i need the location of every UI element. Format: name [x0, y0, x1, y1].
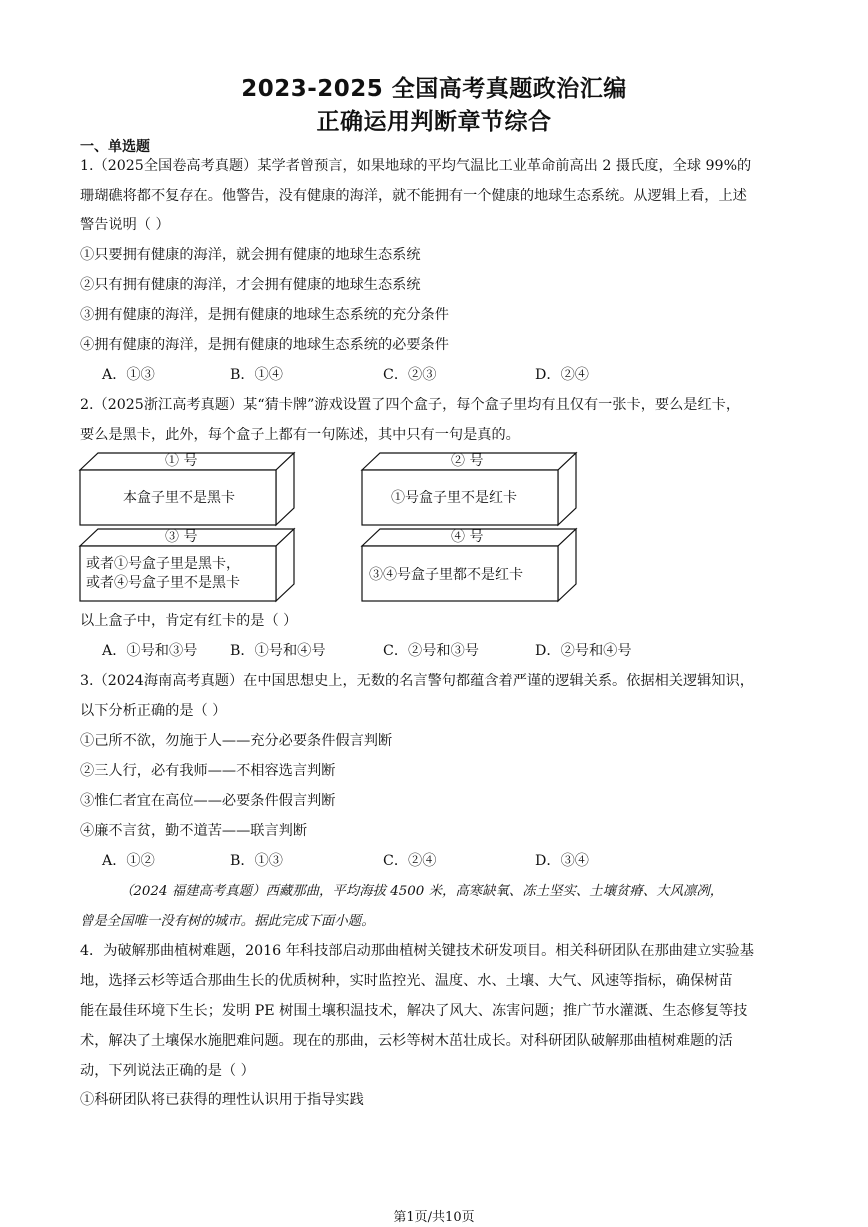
box-1-statement: 本盒子里不是黑卡 — [123, 490, 235, 506]
box-2-statement: ①号盒子里不是红卡 — [391, 490, 517, 506]
box-3-number: ③ 号 — [165, 529, 198, 545]
page-title: 2023-2025 全国高考真题政治汇编 — [241, 76, 627, 102]
q2-question: 以上盒子中，肯定有红卡的是（ ） — [80, 613, 298, 629]
q1-option-d: D．②④ — [535, 367, 589, 383]
q3-item: ③惟仁者宜在高位——必要条件假言判断 — [80, 793, 336, 809]
q4-stem-line: 术，解决了土壤保水施肥难问题。现在的那曲，云杉等树木茁壮成长。对科研团队破解那曲植树难题的活 — [80, 1033, 733, 1049]
q3-option-b: B．①③ — [230, 853, 283, 869]
q2-option-d: D．②号和④号 — [535, 643, 632, 659]
q1-option-a: A．①③ — [102, 367, 155, 383]
q3-item: ④廉不言贫，勤不道苦——联言判断 — [80, 823, 308, 839]
q1-stem-line: 珊瑚礁将都不复存在。他警告，没有健康的海洋，就不能拥有一个健康的地球生态系统。从逻辑上看，上述 — [80, 188, 747, 204]
q3-item: ①己所不欲，勿施于人——充分必要条件假言判断 — [80, 733, 393, 749]
q1-stem-line: 1.（2025全国卷高考真题）某学者曾预言，如果地球的平均气温比工业革命前高出 2 摄氏度，全球 99%的 — [80, 158, 752, 174]
q1-option-b: B．①④ — [230, 367, 283, 383]
card-box-1 — [80, 452, 295, 527]
card-box-3 — [80, 528, 295, 603]
q1-item: ③拥有健康的海洋，是拥有健康的地球生态系统的充分条件 — [80, 307, 449, 323]
box-4-statement: ③④号盒子里都不是红卡 — [369, 567, 523, 583]
q2-option-a: A．①号和③号 — [102, 643, 198, 659]
q3-option-d: D．③④ — [535, 853, 589, 869]
box-2-number: ② 号 — [451, 453, 484, 469]
q2-option-b: B．①号和④号 — [230, 643, 326, 659]
q4-stem-line: 动，下列说法正确的是（ ） — [80, 1063, 255, 1079]
section-heading: 一、单选题 — [80, 139, 150, 155]
box-3-statement-line: 或者④号盒子里不是黑卡 — [86, 575, 240, 591]
material-line: 曾是全国唯一没有树的城市。据此完成下面小题。 — [80, 914, 375, 929]
q1-item: ①只要拥有健康的海洋，就会拥有健康的地球生态系统 — [80, 247, 421, 263]
q1-item: ②只有拥有健康的海洋，才会拥有健康的地球生态系统 — [80, 277, 421, 293]
q3-option-a: A．①② — [102, 853, 155, 869]
page-number: 第1页/共10页 — [393, 1210, 475, 1225]
box-3-statement-line: 或者①号盒子里是黑卡， — [86, 556, 240, 572]
q4-stem-line: 4．为破解那曲植树难题，2016 年科技部启动那曲植树关键技术研发项目。相关科研团队在那曲建立实验基 — [80, 943, 754, 959]
q3-stem-line: 3.（2024海南高考真题）在中国思想史上，无数的名言警句都蕴含着严谨的逻辑关系。依据相关逻辑知识， — [80, 673, 754, 689]
box-4-number: ④ 号 — [451, 529, 484, 545]
q3-item: ②三人行，必有我师——不相容选言判断 — [80, 763, 336, 779]
q1-option-c: C．②③ — [383, 367, 437, 383]
material-line: （2024 福建高考真题）西藏那曲，平均海拔 4500 米，高寒缺氧、冻土坚实、土壤贫瘠、大风凛冽， — [120, 884, 724, 899]
card-box-2 — [362, 452, 577, 527]
q1-stem-line: 警告说明（ ） — [80, 217, 170, 233]
q3-option-c: C．②④ — [383, 853, 437, 869]
q4-stem-line: 能在最佳环境下生长；发明 PE 树围土壤积温技术，解决了风大、冻害问题；推广节水灌溉、生态修复等技 — [80, 1003, 748, 1019]
page-subtitle: 正确运用判断章节综合 — [316, 109, 552, 135]
q2-stem-line: 2.（2025浙江高考真题）某“猜卡牌”游戏设置了四个盒子，每个盒子里均有且仅有一张卡，要么是红卡， — [80, 397, 741, 413]
q4-item: ①科研团队将已获得的理性认识用于指导实践 — [80, 1092, 364, 1108]
box-1-number: ① 号 — [165, 453, 198, 469]
q2-option-c: C．②号和③号 — [383, 643, 479, 659]
q4-stem-line: 地，选择云杉等适合那曲生长的优质树种，实时监控光、温度、水、土壤、大气、风速等指标，确保树苗 — [80, 973, 733, 989]
card-box-4 — [362, 528, 577, 603]
q3-stem-line: 以下分析正确的是（ ） — [80, 703, 227, 719]
q1-item: ④拥有健康的海洋，是拥有健康的地球生态系统的必要条件 — [80, 337, 449, 353]
q2-stem-line: 要么是黑卡，此外，每个盒子上都有一句陈述，其中只有一句是真的。 — [80, 427, 520, 443]
